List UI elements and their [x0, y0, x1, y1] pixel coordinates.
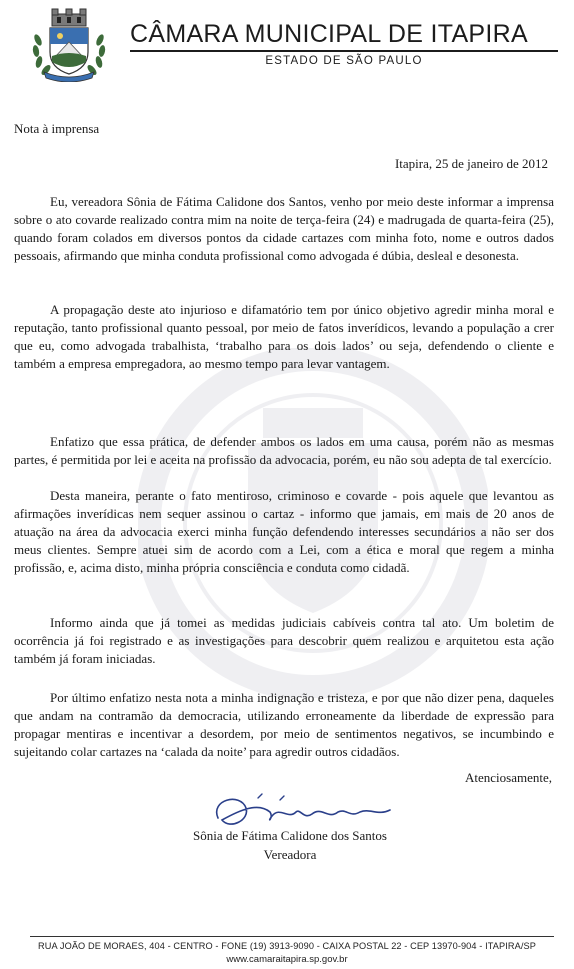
paragraph-4: Desta maneira, perante o fato mentiroso, criminoso e covarde - pois aquele que levantou as afirmações inverídicas nem sequer assinou o cartaz - informo que jamais, em mais de 20 anos de atuação na área da advocacia exerci minha função defendendo interesses secundários a não ser dos meus clientes. Sempre atuei sim de acordo com a Lei, com a ética e moral que regem a minha profissão, e, acima disto, minha própria consciência e conduta como cidadã. [14, 488, 554, 575]
dateline: Itapira, 25 de janeiro de 2012 [394, 156, 548, 171]
footer-divider [30, 936, 554, 937]
municipal-coat-of-arms-icon [30, 6, 108, 82]
paragraph-1: Eu, vereadora Sônia de Fátima Calidone dos Santos, venho por meio deste informar a imprensa sobre o ato covarde realizado contra mim na noite de terça-feira (24) e madrugada de quarta-feira (25), quando foram colados em diversos pontos da cidade cartazes com minha foto, nome e outros dados pessoais, afirmando que minha conduta profissional como advogada é dúbia, desleal e desonesta. [14, 194, 554, 263]
footer-address: RUA JOÃO DE MORAES, 404 - CENTRO - FONE (19) 3913-9090 - CAIXA POSTAL 22 - CEP 13970-904 - ITAPIRA/SP [38, 941, 536, 951]
document-label: Nota à imprensa [14, 121, 100, 136]
paragraph-6: Por último enfatizo nesta nota a minha indignação e tristeza, e por que não dizer pena, daqueles que andam na contramão da democracia, utilizando erroneamente da liberdade de expressão para propagar mentiras e incentivar a desordem, por meio de sentimentos negativos, se incumbindo e sujeitando colar cartazes na ‘calada da noite’ para agredir outros cidadãos. [14, 690, 554, 759]
state-subtitle: ESTADO DE SÃO PAULO [265, 55, 423, 67]
chamber-title: CÂMARA MUNICIPAL DE ITAPIRA [130, 20, 528, 48]
footer-website-link[interactable]: www.camaraitapira.sp.gov.br [226, 954, 348, 965]
letterhead [0, 0, 574, 80]
closing-salutation: Atenciosamente, [465, 770, 552, 785]
paragraph-3: Enfatizo que essa prática, de defender ambos os lados em uma causa, porém não as mesmas partes, é permitida por lei e aceita na profissão da advocacia, porém, eu não sou adepta de tal exercício. [14, 434, 554, 467]
signer-role: Vereadora [263, 847, 317, 862]
paragraph-5: Informo ainda que já tomei as medidas judiciais cabíveis contra tal ato. Um boletim de ocorrência já foi registrado e as investigações para descobrir quem realizou e arquitetou esta ação também já foram iniciadas. [14, 615, 554, 666]
header-divider [130, 50, 558, 52]
paragraph-2: A propagação deste ato injurioso e difamatório tem por único objetivo agredir minha moral e reputação, tanto profissional quanto pessoal, por meio de fatos inverídicos, levando a população a crer que eu, como advogada trabalhista, ‘trabalho para os dois lados’ ou seja, defendendo o cliente e também a empresa empregadora, ao mesmo tempo para levar vantagem. [14, 302, 554, 371]
signer-name: Sônia de Fátima Calidone dos Santos [193, 828, 387, 843]
